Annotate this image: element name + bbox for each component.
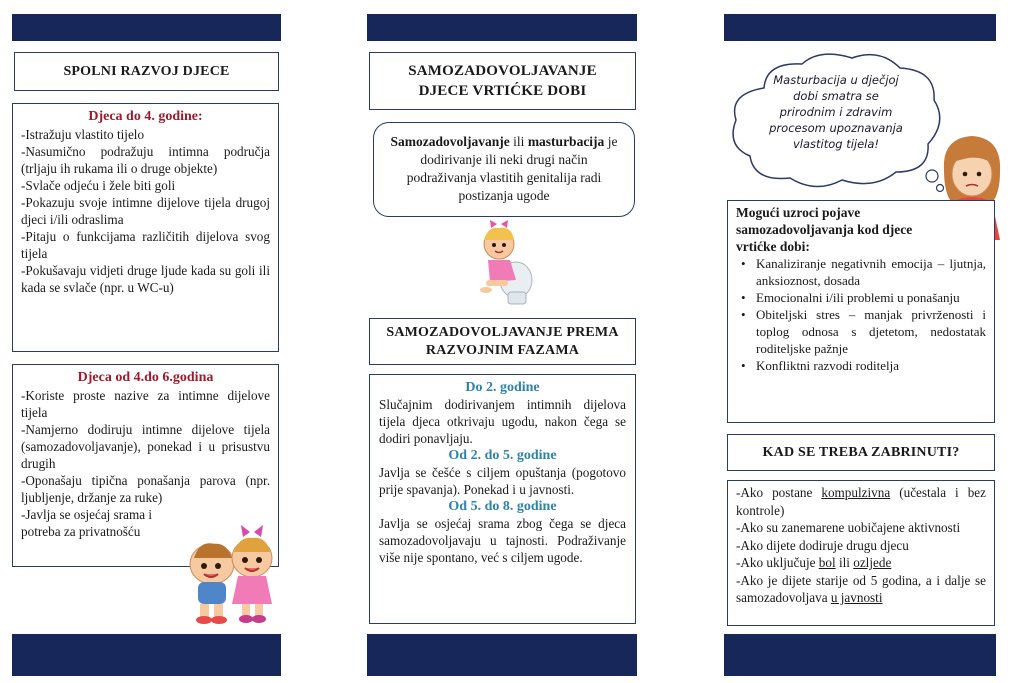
child-on-potty-illustration — [472, 220, 538, 306]
list-item: -Ako su zanemarene uobičajene aktivnosti — [736, 520, 961, 535]
sexual-development-heading — [14, 52, 279, 91]
definition-term2: masturbacija — [527, 134, 605, 149]
top-bar-left — [12, 14, 281, 41]
list-item: potreba za privatnošću — [21, 524, 141, 539]
phases-heading-line2: RAZVOJNIM FAZAMA — [425, 342, 580, 358]
section-4-to-6-title: Djeca od 4.do 6.godina — [77, 370, 214, 385]
causes-list — [736, 255, 986, 374]
list-item: • Konfliktni razvodi roditelja — [736, 357, 986, 374]
list-item: -Namjerno dodiruju intimne dijelove tijela (samozadovoljavanje), ponekad i u prisustvu drugih — [21, 422, 270, 471]
worry-5a: -Ako je dijete starije od 5 godina, a i dalje se samozadovoljava — [736, 572, 986, 605]
worry-heading — [727, 434, 995, 471]
cloud-line: dobi smatra se — [793, 89, 879, 103]
two-children-illustration — [180, 520, 280, 625]
sexual-development-heading-text: SPOLNI RAZVOJ DJECE — [63, 63, 230, 79]
list-item: -Pokazuju svoje intimne dijelove tijela drugoj djeci i/ili odraslima — [21, 195, 270, 227]
cloud-line: prirodnim i zdravim — [779, 105, 893, 119]
section-under-4-box — [12, 103, 279, 352]
cloud-line: Masturbacija u dječjoj — [773, 73, 899, 87]
list-item: • Kanaliziranje negativnih emocija – ljutnja, anksioznost, dosada — [736, 255, 986, 289]
list-item: -Nasumično podražuju intimna područja (trljaju ih rukama ili o druge objekte) — [21, 144, 270, 176]
definition-term1: Samozadovoljavanje — [390, 134, 510, 149]
phases-heading-line1: SAMOZADOVOLJAVANJE PREMA — [386, 324, 619, 340]
phases-heading — [369, 318, 636, 365]
section-under-4-title: Djeca do 4. godine: — [88, 109, 203, 124]
masturbation-heading-line2: DJECE VRTIĆKE DOBI — [418, 83, 587, 99]
list-item: • Obiteljski stres – manjak privrženosti i toplog odnosa s djetetom, nedostatak roditeljske pažnje — [736, 306, 986, 357]
phase-title-3: Od 5. do 8. godine — [448, 499, 557, 514]
worry-1b: (učestala i bez kontrole) — [736, 485, 986, 518]
cloud-text — [746, 72, 926, 152]
worry-5-underlined: u javnosti — [830, 590, 883, 605]
worry-1a: -Ako postane — [736, 485, 822, 500]
cloud-line: procesom upoznavanja — [769, 121, 903, 135]
definition-text2: je dodirivanje ili neki drugi način podraživanja vlastitih genitalija radi postizanja ugode — [406, 134, 618, 203]
definition-box — [373, 122, 635, 217]
phase-text-1: Slučajnim dodirivanjem intimnih dijelova tijela djeca otkrivaju ugodu, nakon čega se dodiri ponavljaju. — [379, 397, 626, 446]
worry-4-underlined-1: bol — [818, 555, 836, 570]
worry-4a: -Ako uključuje — [736, 555, 819, 570]
worry-1-underlined: kompulzivna — [821, 485, 891, 500]
list-item: • Emocionalni i/ili problemi u ponašanju — [736, 289, 986, 306]
masturbation-heading-line1: SAMOZADOVOLJAVANJE — [408, 63, 597, 79]
cloud-line: vlastitog tijela! — [792, 137, 880, 151]
causes-title — [736, 204, 986, 255]
bottom-bar-right — [724, 634, 996, 676]
list-item: -Pitaju o funkcijama različitih dijelova svog tijela — [21, 229, 270, 261]
list-item: -Oponašaju tipična ponašanja parova (npr. ljubljenje, držanje za ruke) — [21, 473, 270, 505]
list-item: -Ako dijete dodiruje drugu djecu — [736, 537, 909, 553]
definition-text1: ili — [509, 134, 528, 149]
bottom-bar-middle — [367, 634, 637, 676]
list-item: -Koriste proste nazive za intimne dijelove tijela — [21, 388, 270, 420]
masturbation-heading — [369, 52, 636, 110]
top-bar-right — [724, 14, 996, 41]
phase-text-3: Javlja se osjećaj srama zbog čega se djeca samozadovoljavaju u tajnosti. Podraživanje više nije spontano, već s ciljem ugode. — [379, 516, 626, 565]
phase-title-2: Od 2. do 5. godine — [448, 448, 557, 463]
list-item: -Istražuju vlastito tijelo — [21, 127, 145, 142]
phases-box — [369, 374, 636, 624]
causes-title-line1: Mogući uzroci pojave — [736, 205, 861, 220]
causes-title-line2: samozadovoljavanja kod djece — [736, 222, 913, 237]
worry-4-underlined-2: ozljede — [853, 555, 892, 570]
worry-heading-text: KAD SE TREBA ZABRINUTI? — [762, 444, 960, 460]
phase-text-2: Javlja se češće s ciljem opuštanja (pogotovo prije spavanja). Ponekad i u javnosti. — [379, 465, 626, 497]
causes-box — [727, 200, 995, 423]
list-item — [736, 554, 986, 572]
list-item: -Pokušavaju vidjeti druge ljude kada su goli ili kada se svlače (npr. u WC-u) — [21, 263, 270, 295]
worry-box — [727, 480, 995, 626]
list-item — [736, 484, 986, 519]
list-item: -Svlače odjeću i žele biti goli — [21, 178, 176, 193]
list-item: -Javlja se osjećaj srama i — [21, 507, 153, 522]
bottom-bar-left — [12, 634, 281, 676]
list-item — [736, 572, 986, 607]
top-bar-middle — [367, 14, 637, 41]
worry-4b: ili — [835, 555, 854, 570]
causes-title-line3: vrtićke dobi: — [736, 239, 810, 254]
phase-title-1: Do 2. godine — [465, 380, 540, 395]
